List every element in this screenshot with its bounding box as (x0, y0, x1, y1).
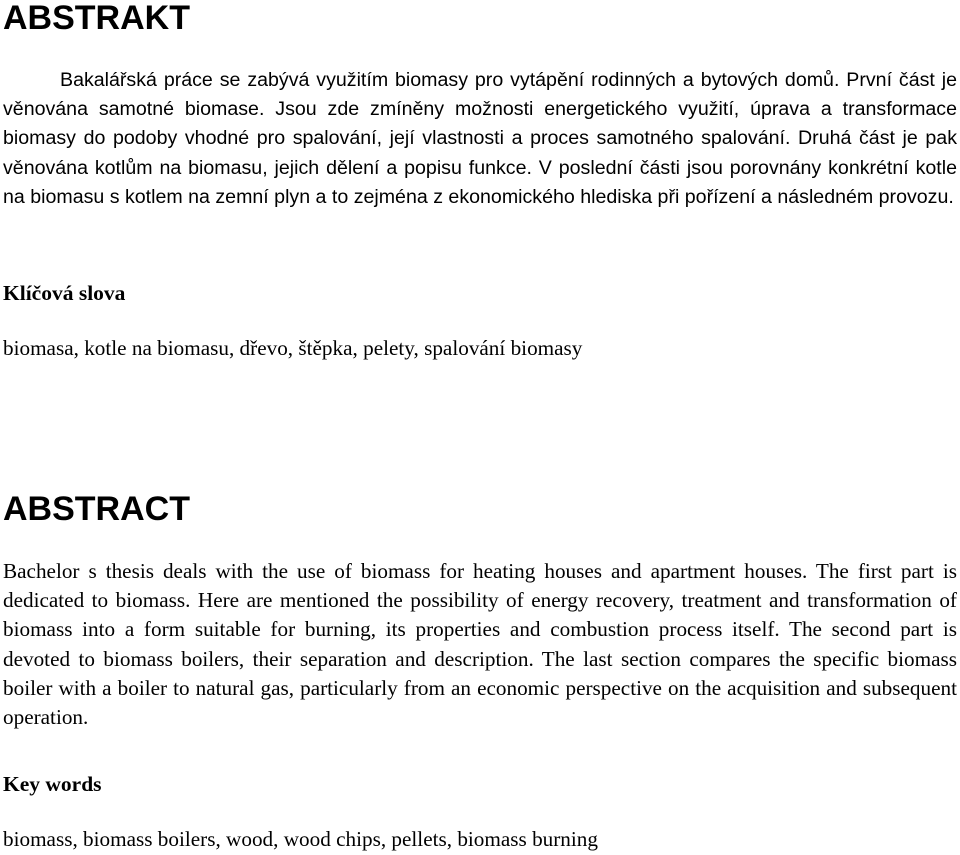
abstrakt-heading: ABSTRAKT (3, 0, 190, 37)
abstrakt-body-text: Bakalářská práce se zabývá využitím biomasy pro vytápění rodinných a bytových domů. První část je věnována samotné biomase. Jsou zde zmíněny možnosti energetického využití, úprava a transformace biomasy do podoby vhodné pro spalování, její vlastnosti a proces samotného spalování. Druhá část je pak věnována kotlům na biomasu, jejich dělení a popisu funkce. V poslední části jsou porovnány konkrétní kotle na biomasu s kotlem na zemní plyn a to zejména z ekonomického hlediska při pořízení a následném provozu. (3, 69, 957, 208)
klicova-slova-list: biomasa, kotle na biomasu, dřevo, štěpka, pelety, spalování biomasy (3, 336, 583, 360)
klicova-slova-heading: Klíčová slova (3, 281, 126, 305)
key-words-heading: Key words (3, 772, 102, 796)
abstract-body-text: Bachelor s thesis deals with the use of biomass for heating houses and apartment houses. The first part is dedicated to biomass. Here are mentioned the possibility of energy recovery, treatment and transformation of biomass into a form suitable for burning, its properties and combustion process itself. The second part is devoted to biomass boilers, their separation and description. The last section compares the specific biomass boiler with a boiler to natural gas, particularly from an economic perspective on the acquisition and subsequent operation. (3, 559, 957, 730)
abstract-heading: ABSTRACT (3, 490, 190, 528)
key-words-list: biomass, biomass boilers, wood, wood chips, pellets, biomass burning (3, 827, 598, 851)
